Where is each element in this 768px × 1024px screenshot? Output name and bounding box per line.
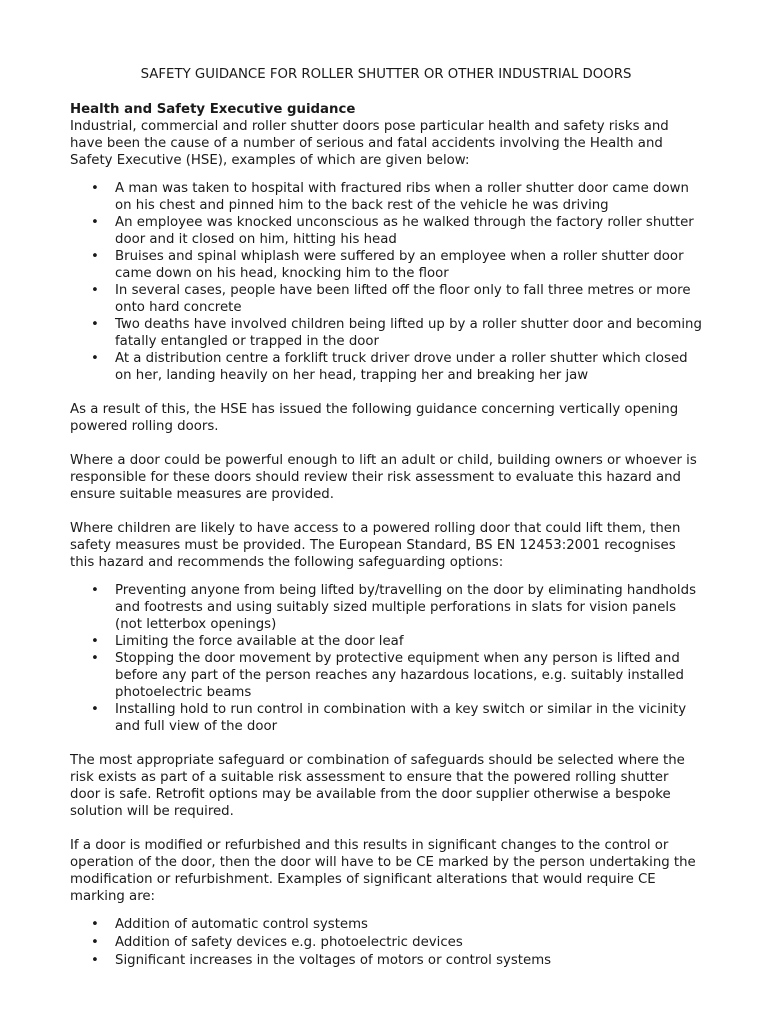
list-item: • Two deaths have involved children being lifted up by a roller shutter door and becoming fatally entangled or trapped in the door (70, 316, 702, 350)
list-item: • Addition of safety devices e.g. photoelectric devices (70, 934, 702, 951)
document-page (70, 66, 702, 986)
alteration-list (70, 916, 702, 969)
list-item: • Preventing anyone from being lifted by/travelling on the door by eliminating handholds and footrests and using suitably sized multiple perforations in slats for vision panels (not letterbox openings) (70, 582, 702, 633)
children-paragraph: Where children are likely to have access to a powered rolling door that could lift them, then safety measures must be provided. The European Standard, BS EN 12453:2001 recognises this hazard and recommends the following safeguarding options: (70, 521, 681, 570)
document-title: SAFETY GUIDANCE FOR ROLLER SHUTTER OR OTHER INDUSTRIAL DOORS (140, 67, 632, 82)
appropriate-safeguard-paragraph: The most appropriate safeguard or combination of safeguards should be selected where the risk exists as part of a suitable risk assessment to ensure that the powered rolling shutter door is safe. Retrofit options may be available from the door supplier otherwise a bespoke solution will be required. (70, 753, 685, 819)
safeguard-list (70, 582, 702, 735)
result-paragraph: As a result of this, the HSE has issued the following guidance concerning vertically opening powered rolling doors. (70, 402, 679, 434)
list-item: • In several cases, people have been lifted off the floor only to fall three metres or more onto hard concrete (70, 282, 702, 316)
modified-door-paragraph: If a door is modified or refurbished and this results in significant changes to the control or operation of the door, then the door will have to be CE marked by the person undertaking the modification or refurbishment. Examples of significant alterations that would require CE marking are: (70, 838, 696, 904)
list-item: • A man was taken to hospital with fractured ribs when a roller shutter door came down on his chest and pinned him to the back rest of the vehicle he was driving (70, 180, 702, 214)
intro-paragraph: Industrial, commercial and roller shutter doors pose particular health and safety risks and have been the cause of a number of serious and fatal accidents involving the Health and Safety Executive (HSE), examples of which are given below: (70, 119, 669, 168)
accident-list (70, 180, 702, 384)
list-item: • Stopping the door movement by protective equipment when any person is lifted and before any part of the person reaches any hazardous locations, e.g. suitably installed photoelectric beams (70, 650, 702, 701)
list-item: • Bruises and spinal whiplash were suffered by an employee when a roller shutter door came down on his head, knocking him to the floor (70, 248, 702, 282)
powerful-door-paragraph: Where a door could be powerful enough to lift an adult or child, building owners or whoever is responsible for these doors should review their risk assessment to evaluate this hazard and ensure suitable measures are provided. (70, 453, 697, 502)
section-heading: Health and Safety Executive guidance (70, 102, 356, 117)
list-item: • Installing hold to run control in combination with a key switch or similar in the vicinity and full view of the door (70, 701, 702, 735)
list-item: • An employee was knocked unconscious as he walked through the factory roller shutter door and it closed on him, hitting his head (70, 214, 702, 248)
list-item: • Limiting the force available at the door leaf (70, 633, 702, 650)
list-item: • At a distribution centre a forklift truck driver drove under a roller shutter which closed on her, landing heavily on her head, trapping her and breaking her jaw (70, 350, 702, 384)
list-item: • Significant increases in the voltages of motors or control systems (70, 952, 702, 969)
list-item: • Addition of automatic control systems (70, 916, 702, 933)
